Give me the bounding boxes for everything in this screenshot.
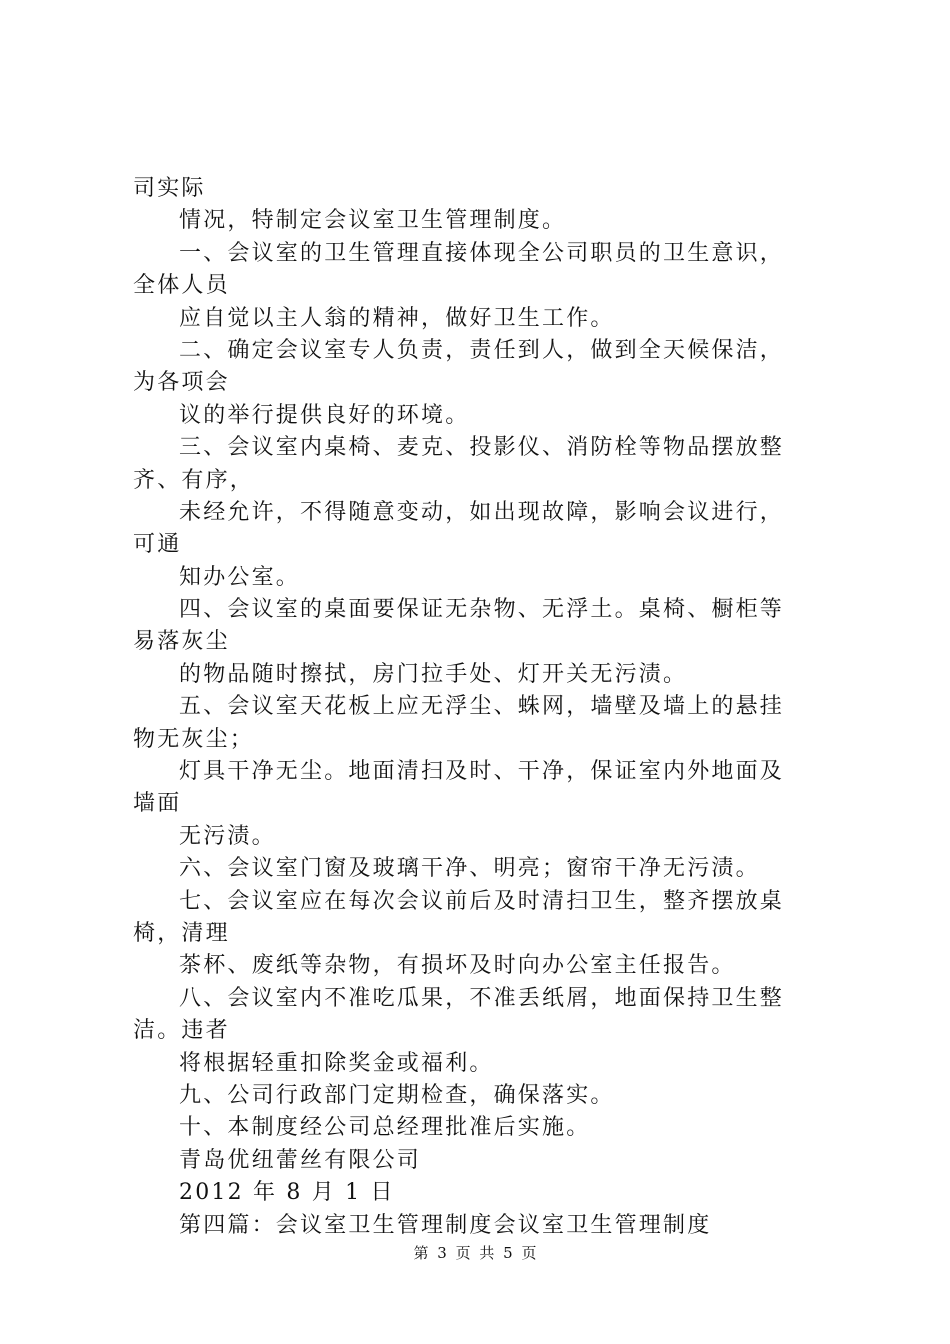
text-line: 三、会议室内桌椅、麦克、投影仪、消防栓等物品摆放整 [179, 435, 785, 461]
text-line: 二、确定会议室专人负责，责任到人，做到全天候保洁， [179, 337, 785, 363]
text-line: 无污渍。 [179, 823, 276, 849]
text-line: 2012 年 8 月 1 日 [179, 1180, 395, 1206]
text-line: 应自觉以主人翁的精神，做好卫生工作。 [179, 305, 615, 331]
text-line: 易落灰尘 [133, 629, 230, 655]
text-line: 议的举行提供良好的环境。 [179, 402, 470, 428]
text-line: 第四篇：会议室卫生管理制度会议室卫生管理制度 [179, 1212, 712, 1238]
text-line: 茶杯、废纸等杂物，有损坏及时向办公室主任报告。 [179, 953, 736, 979]
text-line: 墙面 [133, 791, 182, 817]
text-line: 为各项会 [133, 370, 230, 396]
text-line: 一、会议室的卫生管理直接体现全公司职员的卫生意识， [179, 240, 785, 266]
text-line: 八、会议室内不准吃瓜果，不准丢纸屑，地面保持卫生整 [179, 985, 785, 1011]
text-line: 可通 [133, 532, 182, 558]
text-line: 椅，清理 [133, 920, 230, 946]
text-line: 将根据轻重扣除奖金或福利。 [179, 1050, 494, 1076]
text-line: 的物品随时擦拭，房门拉手处、灯开关无污渍。 [179, 661, 688, 687]
text-line: 物无灰尘； [133, 726, 255, 752]
text-line: 五、会议室天花板上应无浮尘、蛛网，墙壁及墙上的悬挂 [179, 694, 785, 720]
text-line: 四、会议室的桌面要保证无杂物、无浮土。桌椅、橱柜等 [179, 597, 785, 623]
text-line: 知办公室。 [179, 564, 301, 590]
text-line: 洁。违者 [133, 1018, 230, 1044]
text-line: 七、会议室应在每次会议前后及时清扫卫生，整齐摆放桌 [179, 888, 785, 914]
text-line: 青岛优纽蕾丝有限公司 [179, 1147, 422, 1173]
page-footer: 第 3 页 共 5 页 [413, 1244, 537, 1262]
text-line: 十、本制度经公司总经理批准后实施。 [179, 1115, 591, 1141]
text-line: 未经允许，不得随意变动，如出现故障，影响会议进行， [179, 499, 785, 525]
text-line: 情况，特制定会议室卫生管理制度。 [179, 208, 567, 234]
text-line: 九、公司行政部门定期检查，确保落实。 [179, 1082, 615, 1108]
text-line: 全体人员 [133, 273, 230, 299]
text-line: 司实际 [133, 176, 206, 201]
text-line: 灯具干净无尘。地面清扫及时、干净，保证室内外地面及 [179, 759, 785, 785]
text-line: 齐、有序， [133, 467, 255, 493]
text-line: 六、会议室门窗及玻璃干净、明亮；窗帘干净无污渍。 [179, 856, 760, 882]
document-body [133, 173, 833, 1242]
